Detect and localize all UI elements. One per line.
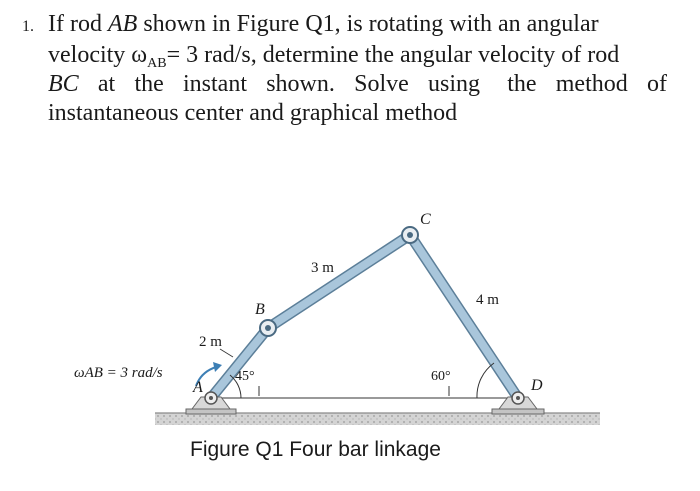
label-b: B [255, 301, 265, 318]
dimension-leader [220, 349, 233, 357]
ground-hatch [155, 413, 600, 425]
problem-text: shown in Figure Q1, is rotating with an angular [137, 11, 599, 37]
omega-subscript: AB [147, 56, 167, 71]
angle-a-label: 45° [235, 369, 255, 384]
problem-word: Solve [354, 71, 409, 97]
rod-ab-ref: AB [107, 11, 138, 37]
problem-number: 1. [22, 18, 34, 35]
problem-text: If rod [48, 11, 108, 37]
pin-d-center [516, 396, 520, 400]
angle-arc-d [477, 363, 494, 398]
problem-word: at [97, 71, 116, 97]
length-cd-label: 4 m [476, 292, 499, 308]
pin-b-center [265, 325, 271, 331]
angle-d-label: 60° [431, 369, 451, 384]
problem-line-4: instantaneous center and graphical method [48, 100, 458, 126]
problem-text: = 3 rad/s, determine the angular velocity of rod [166, 42, 620, 68]
rod-cd [410, 235, 518, 398]
label-d: D [531, 377, 543, 394]
figure-caption: Figure Q1 Four bar linkage [190, 438, 441, 461]
omega-label: ωAB = 3 rad/s [74, 365, 163, 381]
problem-word: the [507, 71, 537, 97]
support-d-base [492, 409, 544, 414]
problem-word: the [134, 71, 164, 97]
length-bc-label: 3 m [311, 260, 334, 276]
pin-a-center [209, 396, 213, 400]
rod-bc [268, 235, 410, 328]
problem-word: using [427, 71, 480, 97]
problem-word: of [646, 71, 667, 97]
problem-word: instant [182, 71, 247, 97]
label-a: A [193, 379, 203, 396]
omega-arrow-head-icon [213, 362, 222, 372]
problem-word: method [555, 71, 628, 97]
length-ab-label: 2 m [199, 334, 222, 350]
pin-c-center [407, 232, 413, 238]
label-c: C [420, 211, 431, 228]
support-a-base [186, 409, 236, 414]
problem-word: shown. [266, 71, 335, 97]
problem-text: velocity ω [48, 42, 148, 68]
rod-bc-ref: BC [48, 71, 79, 97]
